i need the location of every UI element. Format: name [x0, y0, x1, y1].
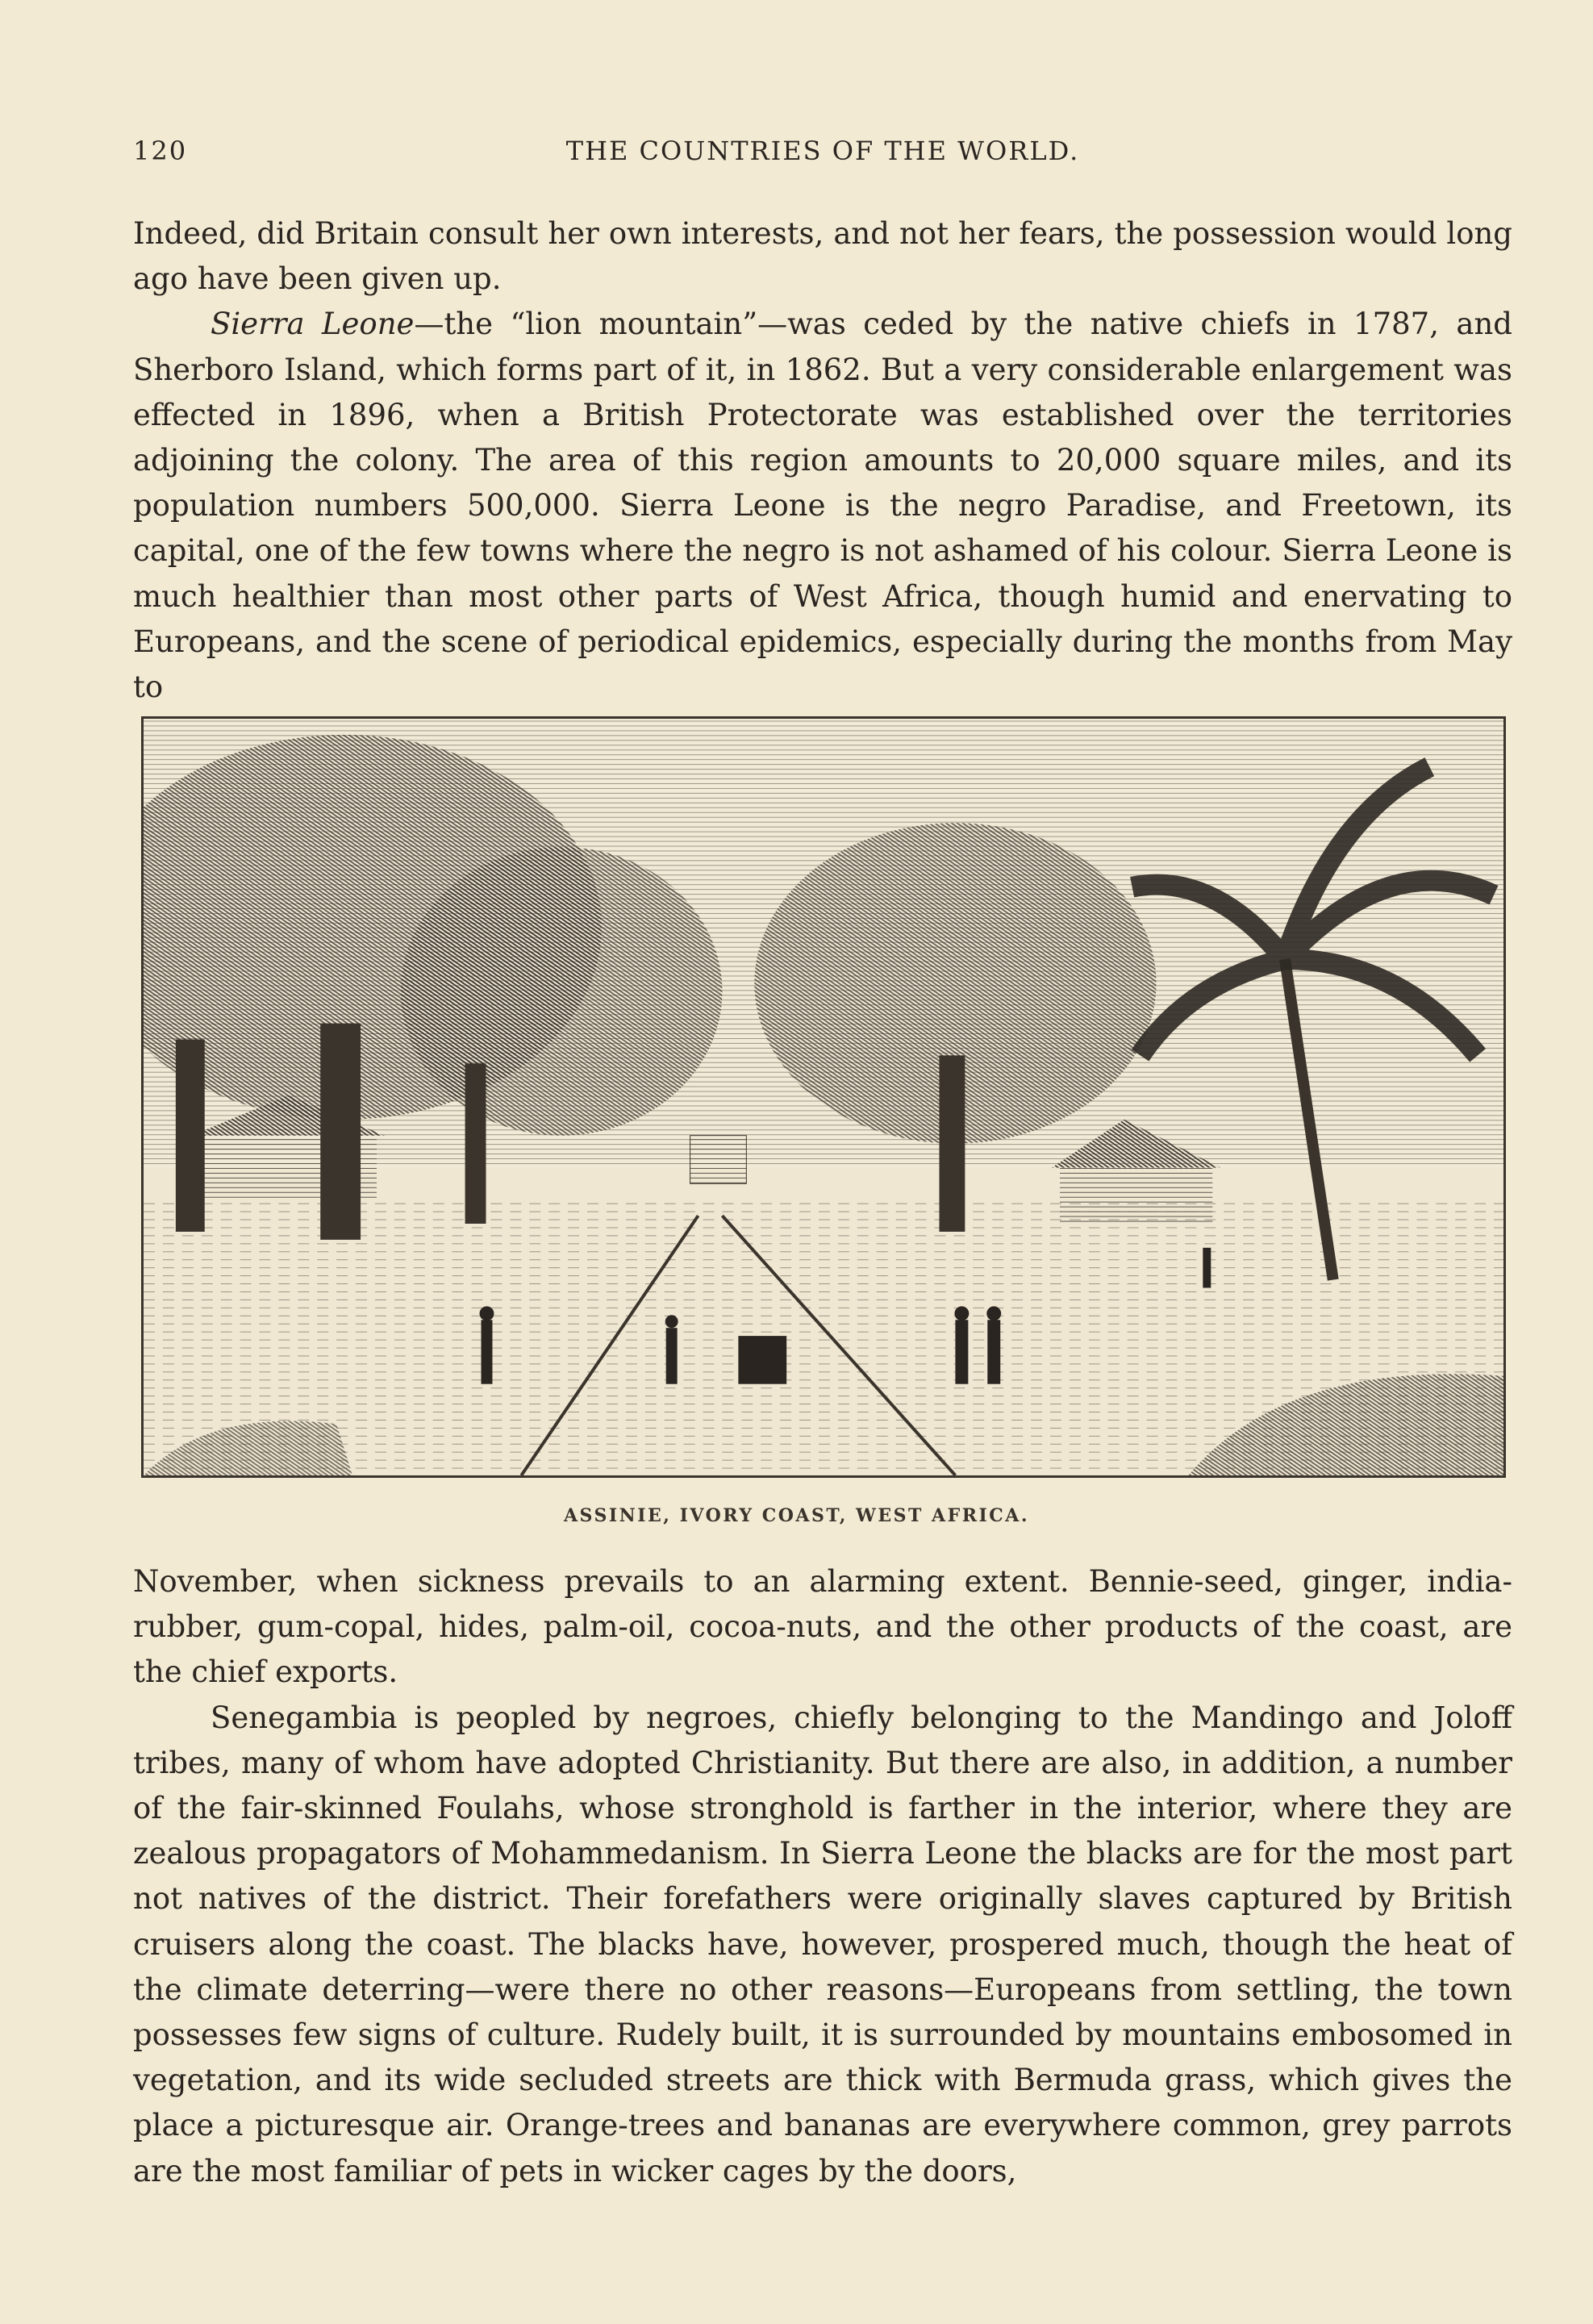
italic-term: Sierra Leone	[211, 307, 415, 342]
running-title: THE COUNTRIES OF THE WORLD.	[565, 136, 1080, 166]
engraving-illustration	[141, 716, 1506, 1478]
figure-caption: ASSINIE, IVORY COAST, WEST AFRICA.	[563, 1505, 1030, 1526]
paragraph: Indeed, did Britain consult her own interests, and not her fears, the possession would long ago have been given up.	[133, 216, 1512, 297]
paragraph-senegambia: Senegambia is peopled by negroes, chiefly belonging to the Mandingo and Joloff tribes, many of whom have adopted Christianity. But there are also, in addition, a number of the fair-skinned Foulahs, whose stronghold is farther in the interior, where they are zealous propagators of Mohammedanism. In Sierra Leone the blacks are for the most part not natives of the district. Their forefathers were originally slaves captured by British cruisers along the coast. The blacks have, however, prospered much, though the heat of the climate deterring—were there no other reasons—Europeans from settling, the town possesses few signs of culture. Rudely built, it is surrounded by mountains embosomed in vegetation, and its wide secluded streets are thick with Bermuda grass, which gives the place a picturesque air. Orange-trees and bananas are everywhere common, grey parrots are the most familiar of pets in wicker cages by the doors,	[133, 1700, 1512, 2188]
running-header	[133, 136, 1512, 176]
engraving-image	[144, 719, 1503, 1475]
paragraph-sierra-leone	[133, 302, 1512, 710]
paragraph-text: —the “lion mountain”—was ceded by the native chiefs in 1787, and Sherboro Island, which forms part of it, in 1862. But a very considerable enlargement was effected in 1896, when a British Protectorate was established over the territories adjoining the colony. The area of this region amounts to 20,000 square miles, and its population numbers 500,000. Sierra Leone is the negro Paradise, and Freetown, its capital, one of the few towns where the negro is not ashamed of his colour. Sierra Leone is much healthier than most other parts of West Africa, though humid and enervating to Europeans, and the scene of periodical epidemics, especially during the months from May to	[133, 307, 1512, 705]
paragraph: November, when sickness prevails to an alarming extent. Bennie-seed, ginger, india-rubber, gum-copal, hides, palm-oil, cocoa-nuts, and the other products of the coast, are the chief exports.	[133, 1564, 1512, 1690]
text-block-top	[133, 211, 1512, 710]
text-block-bottom	[133, 1559, 1512, 2194]
page-number: 120	[133, 136, 188, 166]
